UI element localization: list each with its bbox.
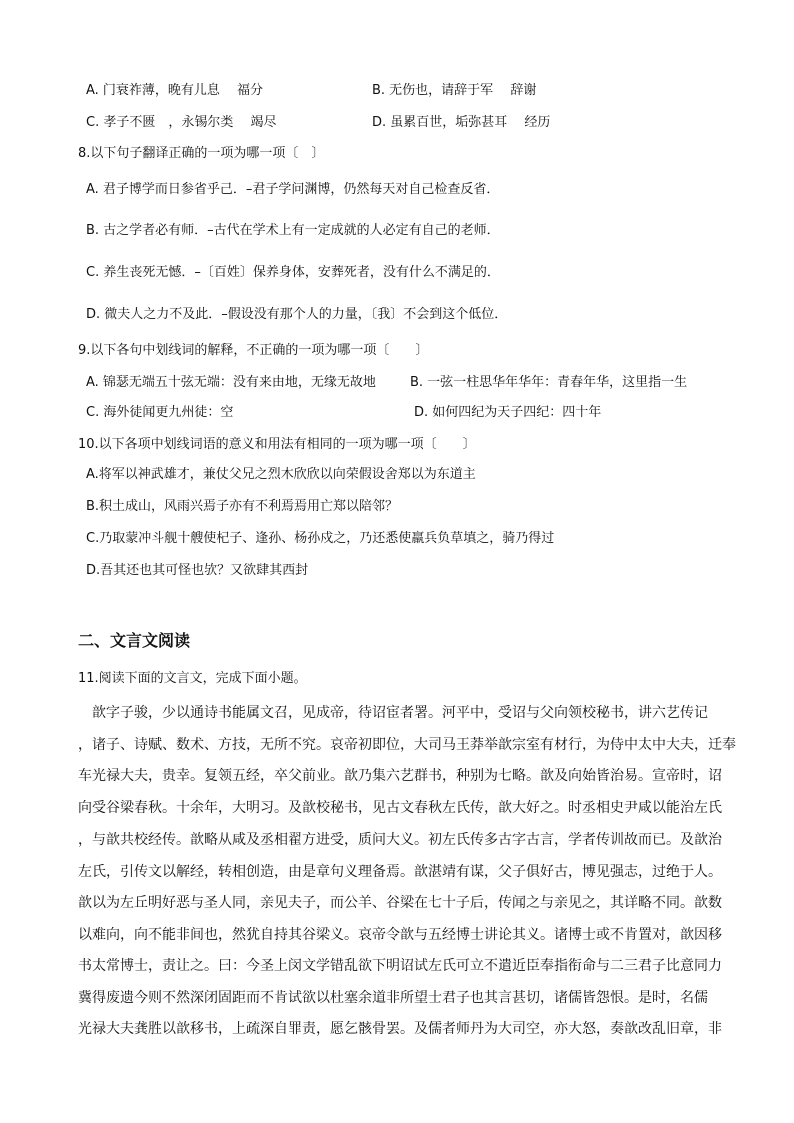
section-title: 二、文言文阅读 [78,631,191,650]
q9-option-a: A. 锦瑟无端五十弦无端：没有来由地，无缘无故地 [86,375,376,390]
q9-stem: 9.以下各句中划线词的解释，不正确的一项为哪一项〔 〕 [78,343,429,358]
q10-option-d: D.吾其还也其可怪也欤？又欲肆其西封 [86,563,309,578]
q7-option-b: B. 无伤也，请辞于军 辞谢 [372,83,537,98]
passage-line-3: 车光禄大夫，贵幸。复领五经，卒父前业。歆乃集六艺群书，种别为七略。歆及向始皆治易。宣帝时，诏 [78,768,722,784]
q8-option-a: A. 君子博学而日参省乎己．–君子学问渊博，仍然每天对自己检查反省． [86,182,500,197]
passage-line-9: 书太常博士，责让之。曰：今圣上闵文学错乱欲下明诏试左氏可立不遣近臣奉指衔命与二三君子比意同力 [78,958,722,974]
q10-option-c: C.乃取蒙冲斗舰十艘使杞子、逢孙、杨孙戍之，乃还悉使羸兵负草填之，骑乃得过 [86,531,555,546]
q8-stem: 8.以下句子翻译正确的一项为哪一项〔 〕 [78,146,325,161]
q8-option-d: D. 微夫人之力不及此．–假设没有那个人的力量，〔我〕不会到这个低位． [86,307,508,322]
q10-stem: 10.以下各项中划线词语的意义和用法有相同的一项为哪一项〔 〕 [78,437,476,452]
passage-line-8: 以难向，向不能非间也，然犹自持其谷梁义。哀帝令歆与五经博士讲论其义。诸博士或不肯置对，歆因移 [78,927,722,943]
passage-line-5: ，与歆共校经传。歆略从咸及丞相翟方进受，质问大义。初左氏传多古字古言，学者传训故而已。及歆治 [78,832,722,848]
q9-option-c: C. 海外徒闻更九州徒：空 [86,405,234,420]
q7-option-d: D. 虽累百世，垢弥甚耳 经历 [372,115,551,130]
q8-option-c: C. 养生丧死无憾．–〔百姓〕保养身体，安葬死者，没有什么不满足的． [86,265,500,280]
q7-options-row-1 [86,82,726,100]
q10-option-b: B.积土成山，风雨兴焉子亦有不利焉焉用亡郑以陪邻？ [86,499,399,514]
passage-line-6: 左氏，引传文以解经，转相创造，由是章句义理备焉。歆湛靖有谋，父子俱好古，博见强志，过绝于人。 [78,864,722,880]
passage-line-7: 歆以为左丘明好恶与圣人同，亲见夫子，而公羊、谷梁在七十子后，传闻之与亲见之，其详略不同。歆数 [78,895,722,911]
passage-line-11: 光禄大夫龚胜以歆移书，上疏深自罪责，愿乞骸骨罢。及儒者师丹为大司空，亦大怒，奏歆改乱旧章，非 [78,1021,722,1037]
q11-stem: 11.阅读下面的文言文，完成下面小题。 [78,671,307,686]
q8-option-b: B. 古之学者必有师．–古代在学术上有一定成就的人必定有自己的老师． [86,223,500,238]
q7-options-row-2 [86,114,726,132]
q10-option-a: A.将军以神武雄才，兼仗父兄之烈木欣欣以向荣假设舍郑以为东道主 [86,467,476,482]
q7-option-a: A. 门衰祚薄，晚有儿息 福分 [86,83,264,98]
q9-option-b: B. 一弦一柱思华年华年：青春年华，这里指一生 [410,375,688,390]
passage-line-2: ，诸子、诗赋、数术、方技，无所不究。哀帝初即位，大司马王莽举歆宗室有材行，为侍中太中大夫，迁奉 [78,737,736,753]
q7-option-c: C. 孝子不匮 ，永锡尔类 竭尽 [86,115,277,130]
q9-options-row-2 [86,404,726,422]
q9-options-row-1 [86,374,726,392]
q9-option-d: D. 如何四纪为天子四纪：四十年 [414,405,602,420]
passage-line-1: 歆字子骏，少以通诗书能属文召，见成帝，待诏宦者署。河平中，受诏与父向领校秘书，讲六艺传记 [92,705,708,721]
passage-line-10: 冀得废遗今则不然深闭固距而不肯试欲以杜塞余道非所望士君子也其言甚切，诸儒皆怨恨。是时，名儒 [78,990,708,1006]
passage-line-4: 向受谷梁春秋。十余年，大明习。及歆校秘书，见古文春秋左氏传，歆大好之。时丞相史尹咸以能治左氏 [78,800,722,816]
